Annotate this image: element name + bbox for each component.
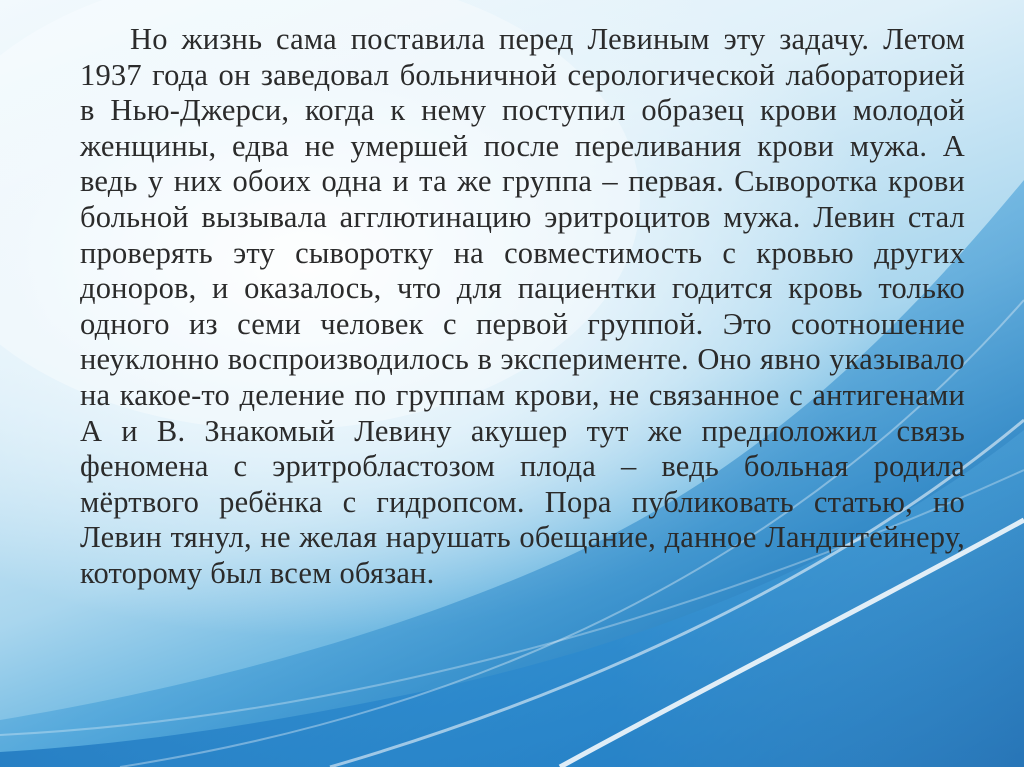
body-paragraph: Но жизнь сама поставила перед Левиным эту задачу. Летом 1937 года он заведовал больничной серологической лабораторией в Нью-Джерси, когда к нему поступил образец крови молодой женщины, едва не умершей после переливания крови мужа. А ведь у них обоих одна и та же группа – первая. Сыворотка крови больной вызывала агглютинацию эритроцитов мужа. Левин стал проверять эту сыворотку на совместимость с кровью других доноров, и оказалось, что для пациентки годится кровь только одного из семи человек с первой группой. Это соотношение неуклонно воспроизводилось в эксперименте. Оно явно указывало на какое-то деление по группам крови, не связанное с антигенами А и В. Знакомый Левину акушер тут же предположил связь феномена с эритробластозом плода – ведь больная родила мёртвого ребёнка с гидропсом. Пора публиковать статью, но Левин тянул, не желая нарушать обещание, данное Ландштейнеру, которому был всем обязан. [80,22,965,590]
